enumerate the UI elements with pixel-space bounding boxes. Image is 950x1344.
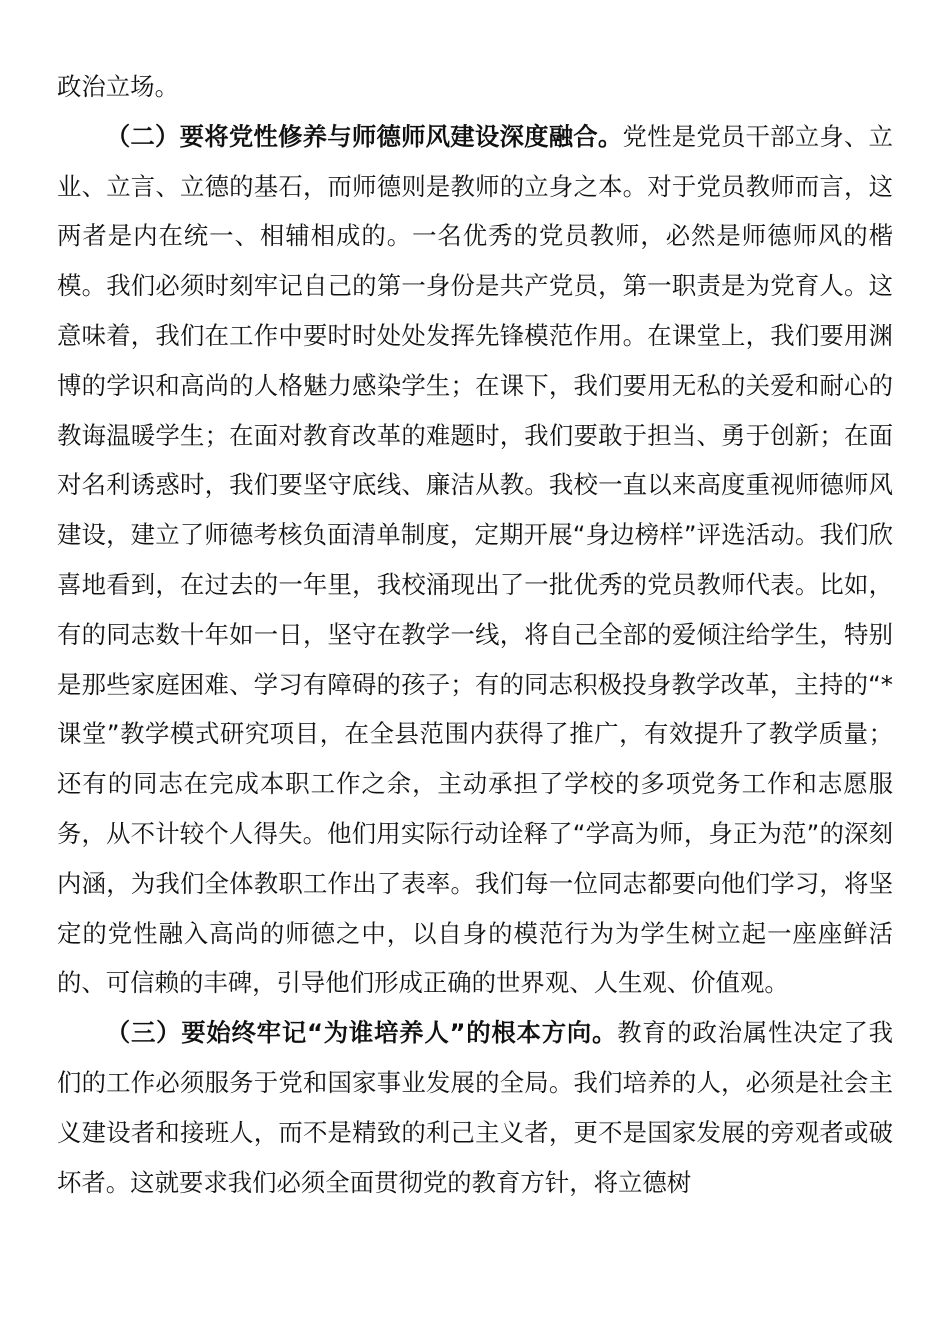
- body-text: [57, 62, 893, 1207]
- paragraph-section-three: [57, 1008, 893, 1207]
- paragraph-continuation: [57, 62, 893, 112]
- section-heading: （二）要将党性修养与师德师风建设深度融合。: [105, 121, 623, 151]
- paragraph-text: 教育的政治属性决定了我们的工作必须服务于党和国家事业发展的全局。我们培养的人，必须是社会主义建设者和接班人，而不是精致的利己主义者，更不是国家发展的旁观者或破坏者。这就要求我们必须全面贯彻党的教育方针，将立德树: [57, 1018, 893, 1197]
- paragraph-text: 党性是党员干部立身、立业、立言、立德的基石，而师德则是教师的立身之本。对于党员教师而言，这两者是内在统一、相辅相成的。一名优秀的党员教师，必然是师德师风的楷模。我们必须时刻牢记自己的第一身份是共产党员，第一职责是为党育人。这意味着，我们在工作中要时时处处发挥先锋模范作用。在课堂上，我们要用渊博的学识和高尚的人格魅力感染学生；在课下，我们要用无私的关爱和耐心的教诲温暖学生；在面对教育改革的难题时，我们要敢于担当、勇于创新；在面对名利诱惑时，我们要坚守底线、廉洁从教。我校一直以来高度重视师德师风建设，建立了师德考核负面清单制度，定期开展“身边榜样”评选活动。我们欣喜地看到，在过去的一年里，我校涌现出了一批优秀的党员教师代表。比如，有的同志数十年如一日，坚守在教学一线，将自己全部的爱倾注给学生，特别是那些家庭困难、学习有障碍的孩子；有的同志积极投身教学改革，主持的“*课堂”教学模式研究项目，在全县范围内获得了推广，有效提升了教学质量；还有的同志在完成本职工作之余，主动承担了学校的多项党务工作和志愿服务，从不计较个人得失。他们用实际行动诠释了“学高为师，身正为范”的深刻内涵，为我们全体教职工作出了表率。我们每一位同志都要向他们学习，将坚定的党性融入高尚的师德之中，以自身的模范行为为学生树立起一座座鲜活的、可信赖的丰碑，引导他们形成正确的世界观、人生观、价值观。: [57, 121, 893, 998]
- paragraph-section-two: [57, 112, 893, 1008]
- section-heading: （三）要始终牢记“为谁培养人”的根本方向。: [105, 1018, 618, 1048]
- paragraph-text: 政治立场。: [57, 72, 179, 101]
